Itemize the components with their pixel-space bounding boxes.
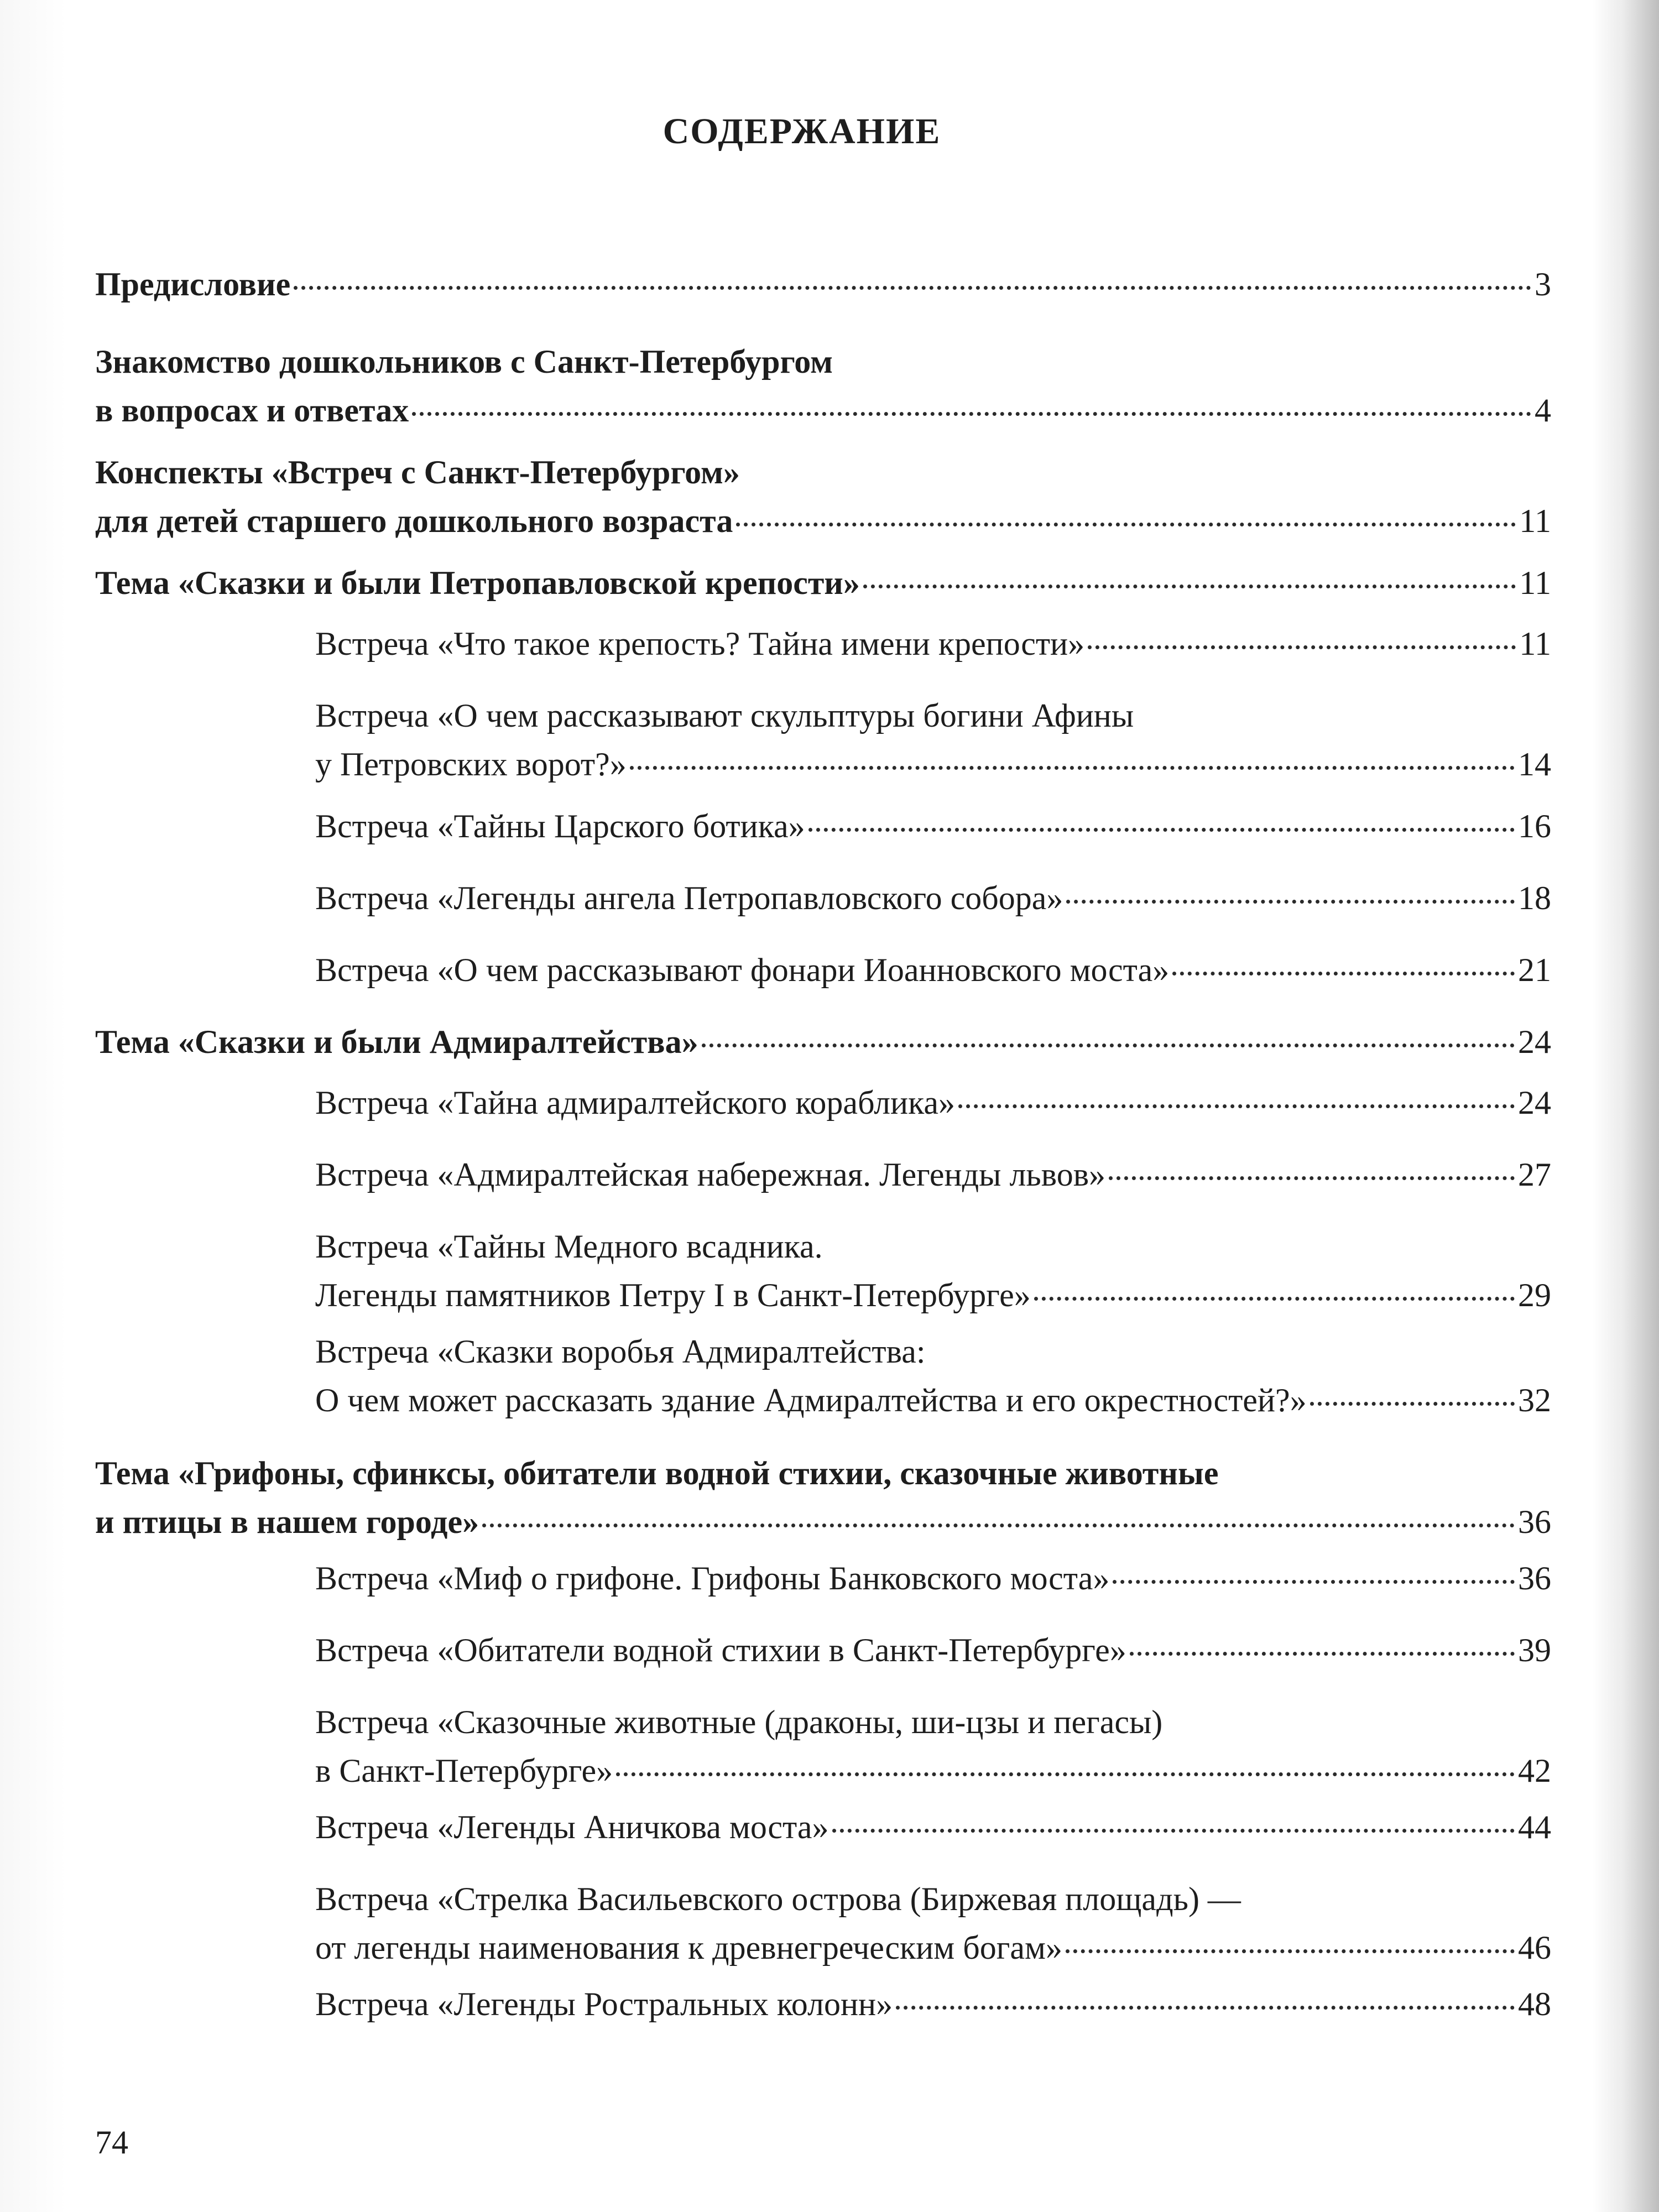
- dot-leader: [1310, 1402, 1515, 1406]
- dot-leader: [832, 1829, 1515, 1833]
- toc-section: [95, 559, 1551, 607]
- toc-section: [95, 260, 1551, 309]
- toc-entry-text: Конспекты «Встреч с Санкт-Петербургом»: [95, 454, 740, 491]
- toc-page-number: 42: [1518, 1752, 1551, 1789]
- toc-entry-text: Предисловие: [95, 266, 291, 302]
- dot-leader: [1034, 1297, 1515, 1301]
- dot-leader: [482, 1524, 1515, 1527]
- toc-entry: [315, 1327, 1551, 1425]
- toc-page-number: 14: [1518, 746, 1551, 782]
- dot-leader: [896, 2006, 1515, 2010]
- toc-entry: [315, 946, 1551, 994]
- toc-entry-text: Встреча «Тайны Царского ботика»: [315, 808, 805, 844]
- toc-page-number: 36: [1518, 1560, 1551, 1597]
- toc-page-number: 24: [1518, 1024, 1551, 1060]
- page-number: 74: [95, 2124, 128, 2161]
- toc-page-number: 36: [1518, 1504, 1551, 1540]
- dot-leader: [958, 1104, 1515, 1108]
- toc-section: [95, 448, 1551, 545]
- dot-leader: [736, 523, 1516, 526]
- toc-page-number: 46: [1518, 1929, 1551, 1966]
- toc-entry-text: Встреча «Обитатели водной стихии в Санкт-Петербурге»: [315, 1632, 1126, 1668]
- toc-entry-text: и птицы в нашем городе»: [95, 1504, 479, 1540]
- toc-entry: [315, 1803, 1551, 1851]
- toc-entry-text: Встреча «Сказочные животные (драконы, ши-цзы и пегасы): [315, 1704, 1163, 1740]
- toc-entry-text: Встреча «Легенды ангела Петропавловского собора»: [315, 880, 1063, 916]
- toc-entry: [315, 1980, 1551, 2028]
- dot-leader: [1113, 1580, 1515, 1584]
- toc-entry-text: Встреча «Адмиралтейская набережная. Легенды львов»: [315, 1156, 1106, 1193]
- page-edge-shadow: [1620, 0, 1659, 2212]
- toc-page-number: 3: [1535, 266, 1551, 302]
- dot-leader: [702, 1044, 1515, 1047]
- toc-entry-text: в вопросах и ответах: [95, 392, 409, 429]
- toc-page-number: 44: [1518, 1809, 1551, 1845]
- toc-page-number: 11: [1519, 565, 1551, 601]
- toc-entry-text: Встреча «Тайна адмиралтейского кораблика»: [315, 1084, 956, 1121]
- toc-page-number: 4: [1535, 392, 1551, 429]
- toc-page-number: 16: [1518, 808, 1551, 844]
- toc-page-number: 39: [1518, 1632, 1551, 1668]
- dot-leader: [1130, 1652, 1515, 1656]
- toc-title: СОДЕРЖАНИЕ: [662, 111, 941, 152]
- toc-entry-text: для детей старшего дошкольного возраста: [95, 503, 733, 539]
- toc-page-number: 32: [1518, 1382, 1551, 1418]
- dot-leader: [1066, 900, 1515, 904]
- dot-leader: [808, 828, 1515, 832]
- dot-leader: [1066, 1949, 1515, 1953]
- dot-leader: [1172, 972, 1515, 975]
- toc-entry: [315, 1078, 1551, 1127]
- toc-entry: [315, 1698, 1551, 1795]
- toc-entry-text: Встреча «О чем рассказывают скульптуры богини Афины: [315, 697, 1134, 734]
- toc-entry-text: О чем может рассказать здание Адмиралтейства и его окрестностей?»: [315, 1382, 1307, 1418]
- toc-entry: [315, 1875, 1551, 1972]
- toc-entry-text: Встреча «Что такое крепость? Тайна имени крепости»: [315, 625, 1085, 662]
- toc-page-number: 48: [1518, 1986, 1551, 2022]
- toc-section: [95, 1018, 1551, 1066]
- toc-entry-text: Встреча «Сказки воробья Адмиралтейства:: [315, 1333, 926, 1370]
- toc-page-number: 21: [1518, 952, 1551, 988]
- toc-entry: [315, 802, 1551, 851]
- toc-entry: [315, 1626, 1551, 1674]
- toc-entry-text: Тема «Сказки и были Адмиралтейства»: [95, 1024, 698, 1060]
- toc-page-number: 24: [1518, 1084, 1551, 1121]
- toc-entry-text: в Санкт-Петербурге»: [315, 1752, 613, 1789]
- toc-page-number: 11: [1519, 625, 1551, 662]
- dot-leader: [1088, 645, 1516, 649]
- dot-leader: [630, 766, 1515, 770]
- toc-entry-text: у Петровских ворот?»: [315, 746, 627, 782]
- toc-entry-text: Знакомство дошкольников с Санкт-Петербургом: [95, 343, 833, 380]
- toc-section: [95, 1449, 1551, 1546]
- toc-page-number: 29: [1518, 1277, 1551, 1313]
- toc-entry-text: Встреча «О чем рассказывают фонари Иоанновского моста»: [315, 952, 1170, 988]
- dot-leader: [412, 412, 1531, 416]
- toc-page-number: 11: [1519, 503, 1551, 539]
- toc-entry-text: Встреча «Легенды Аничкова моста»: [315, 1809, 829, 1845]
- toc-entry: [315, 1150, 1551, 1199]
- toc-page-number: 27: [1518, 1156, 1551, 1193]
- toc-page-number: 18: [1518, 880, 1551, 916]
- toc-entry: [315, 691, 1551, 789]
- toc-section: [95, 337, 1551, 435]
- toc-entry: [315, 1222, 1551, 1319]
- toc-entry-text: Легенды памятников Петру I в Санкт-Петербурге»: [315, 1277, 1031, 1313]
- dot-leader: [616, 1772, 1515, 1776]
- toc-entry-text: Встреча «Легенды Ростральных колонн»: [315, 1986, 893, 2022]
- toc-entry: [315, 874, 1551, 922]
- dot-leader: [1109, 1176, 1515, 1180]
- toc-entry-text: Встреча «Стрелка Васильевского острова (Биржевая площадь) —: [315, 1881, 1241, 1917]
- toc-entry: [315, 1554, 1551, 1603]
- toc-entry-text: Тема «Сказки и были Петропавловской крепости»: [95, 565, 860, 601]
- dot-leader: [863, 585, 1516, 588]
- toc-entry-text: Встреча «Миф о грифоне. Грифоны Банковского моста»: [315, 1560, 1110, 1597]
- dot-leader: [294, 286, 1531, 290]
- toc-entry-text: Тема «Грифоны, сфинксы, обитатели водной стихии, сказочные животные: [95, 1455, 1219, 1491]
- toc-entry: [315, 619, 1551, 668]
- toc-entry-text: Встреча «Тайны Медного всадника.: [315, 1228, 823, 1265]
- toc-entry-text: от легенды наименования к древнегреческим богам»: [315, 1929, 1062, 1966]
